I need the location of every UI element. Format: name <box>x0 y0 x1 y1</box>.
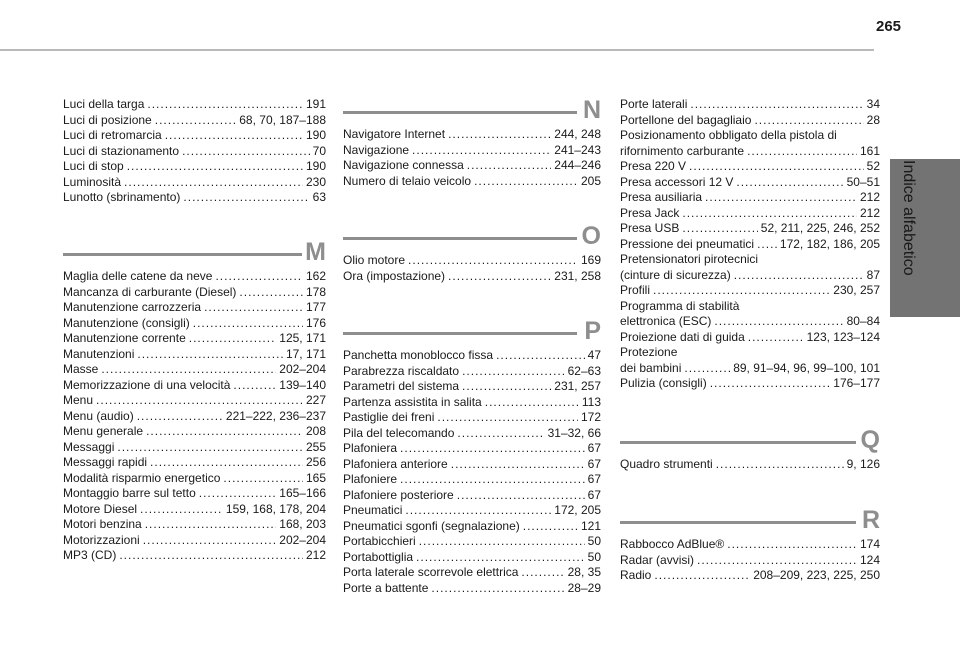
dot-leader <box>523 519 578 535</box>
dot-leader <box>654 568 750 584</box>
section-letter: R <box>861 506 880 534</box>
section-letter: M <box>305 238 326 266</box>
index-entry <box>343 534 601 550</box>
section-rule <box>343 237 577 240</box>
entry-term: Luci di stazionamento <box>63 143 180 158</box>
index-entry: Presa ausiliaria ..... 212 <box>620 190 880 206</box>
dot-leader <box>140 502 223 518</box>
dot-leader <box>223 471 303 487</box>
dot-leader <box>199 486 277 502</box>
entry-term: Menu (audio) <box>63 408 134 423</box>
entry-pages: 177 <box>305 300 326 314</box>
index-entry: Pulizia (consigli) ..... 176–177 <box>620 376 880 392</box>
index-entry <box>343 379 601 395</box>
index-entry <box>343 472 601 488</box>
entry-pages: 202–204 <box>279 362 326 376</box>
dot-leader <box>182 144 310 160</box>
entry-term: Montaggio barre sul tetto <box>63 486 196 500</box>
entry-term: Olio motore <box>343 253 406 267</box>
dot-leader <box>408 253 578 269</box>
dot-leader <box>155 113 237 129</box>
entry-term: Plafoniere posteriore <box>343 487 454 502</box>
p-continuation <box>620 97 880 392</box>
index-entry <box>343 488 601 504</box>
entry-pages: 176 <box>305 315 326 330</box>
dot-leader <box>137 347 283 363</box>
index-entry: (cinture di sicurezza) ..... 87 <box>620 268 880 284</box>
entry-term: Memorizzazione di una velocità <box>63 377 231 392</box>
section-rule <box>343 111 577 114</box>
dot-leader <box>496 348 585 364</box>
index-entry <box>63 440 326 456</box>
section-header <box>343 223 601 253</box>
entry-pages: 125, 171 <box>279 331 326 345</box>
index-entry <box>343 158 601 174</box>
dot-leader <box>204 300 303 316</box>
index-entry <box>63 409 326 425</box>
page-number: 265 <box>876 18 902 35</box>
index-column-3 <box>620 97 880 637</box>
dot-leader <box>101 362 276 378</box>
dot-leader <box>233 378 276 394</box>
section-m <box>63 239 326 564</box>
index-entry: Presa 220 V ..... 52 <box>620 159 880 175</box>
entry-pages: 165–166 <box>279 486 326 500</box>
index-entry-first-line: Pretensionatori pirotecnici <box>620 252 759 266</box>
dot-leader <box>697 553 857 569</box>
section-n <box>343 97 601 189</box>
dot-leader <box>448 127 551 143</box>
index-entry <box>63 362 326 378</box>
entry-term: Parametri del sistema <box>343 379 460 393</box>
index-entry-first-line: Protezione <box>620 345 678 359</box>
index-entry <box>63 486 326 502</box>
entry-pages: 208 <box>305 424 326 438</box>
entry-term: Radar (avvisi) <box>620 552 695 567</box>
entry-term: Manutenzioni <box>63 346 135 361</box>
entry-term: Modalità risparmio energetico <box>63 470 221 485</box>
entry-pages: 190 <box>305 128 326 142</box>
section-header <box>620 427 880 457</box>
entry-term: Manutenzione corrente <box>63 331 186 345</box>
entry-pages: 230 <box>305 174 326 189</box>
entry-pages: 244, 248 <box>554 127 601 141</box>
entry-term: Motori benzina <box>63 517 142 531</box>
entry-term: Manutenzione (consigli) <box>63 315 190 330</box>
entry-term: Radio <box>620 568 652 582</box>
dot-leader <box>431 581 564 597</box>
section-r <box>620 507 880 584</box>
index-entry <box>63 159 326 175</box>
entry-term: Portabicchieri <box>343 534 416 548</box>
dot-leader <box>400 441 585 457</box>
entry-pages: 221–222, 236–237 <box>225 408 326 423</box>
index-entry <box>63 97 326 113</box>
entry-pages: 172, 205 <box>554 503 601 517</box>
index-entry <box>343 143 601 159</box>
dot-leader <box>165 128 303 144</box>
index-entry <box>63 175 326 191</box>
section-rule <box>620 441 856 444</box>
entry-pages: 9, 126 <box>846 457 880 471</box>
dot-leader <box>193 316 303 332</box>
entry-pages: 50 <box>587 534 601 548</box>
entry-pages: 63 <box>312 190 326 204</box>
dot-leader <box>457 426 544 442</box>
index-entry: Presa Jack ..... 212 <box>620 206 880 222</box>
dot-leader <box>117 440 303 456</box>
side-tab-label: Indice alfabetico <box>900 160 917 276</box>
dot-leader <box>137 409 223 425</box>
dot-leader <box>416 550 585 566</box>
index-entry <box>343 581 601 597</box>
entry-term: Menu <box>63 393 94 407</box>
index-entry: Proiezione dati di guida ..... 123, 123–124 <box>620 330 880 346</box>
index-entry <box>63 471 326 487</box>
index-entry <box>63 128 326 144</box>
index-entry <box>343 364 601 380</box>
section-letter: Q <box>860 426 880 454</box>
entry-term: Panchetta monoblocco fissa <box>343 348 494 362</box>
entry-pages: 255 <box>305 439 326 454</box>
entry-pages: 174 <box>859 537 880 551</box>
entry-pages: 50 <box>587 549 601 564</box>
entry-pages: 244–246 <box>554 158 601 172</box>
entry-term: Porta laterale scorrevole elettrica <box>343 565 519 579</box>
entry-pages: 139–140 <box>279 377 326 392</box>
index-column-1 <box>63 97 326 637</box>
entry-pages: 68, 70, 187–188 <box>239 112 326 127</box>
dot-leader <box>462 379 551 395</box>
entry-pages: 231, 258 <box>554 268 601 283</box>
index-entry: Profili ..... 230, 257 <box>620 283 880 299</box>
entry-pages: 121 <box>580 518 601 533</box>
index-entry <box>63 517 326 533</box>
index-entry <box>63 533 326 549</box>
index-entry <box>343 519 601 535</box>
index-entry <box>63 144 326 160</box>
index-entry-first-line: Programma di stabilità <box>620 298 740 313</box>
l-continuation <box>63 97 326 206</box>
section-header <box>620 507 880 537</box>
section-header <box>343 318 601 348</box>
index-entry <box>343 457 601 473</box>
index-entry <box>343 410 601 426</box>
dot-leader <box>124 175 303 191</box>
index-entry <box>343 503 601 519</box>
dot-leader <box>457 488 585 504</box>
entry-term: Porte a battente <box>343 580 429 595</box>
entry-pages: 67 <box>587 487 601 502</box>
index-entry <box>63 378 326 394</box>
entry-term: Maglia delle catene da neve <box>63 269 213 283</box>
dot-leader <box>437 410 578 426</box>
index-entry <box>63 393 326 409</box>
entry-term: Partenza assistita in salita <box>343 394 482 409</box>
entry-pages: 28, 35 <box>567 565 601 579</box>
entry-pages: 231, 257 <box>554 379 601 393</box>
index-entry <box>343 565 601 581</box>
dot-leader <box>150 455 303 471</box>
index-entry: dei bambini ..... 89, 91–94, 96, 99–100, 101 <box>620 361 880 377</box>
index-entry <box>620 553 880 569</box>
entry-term: Plafoniere <box>343 472 398 486</box>
entry-pages: 28–29 <box>567 580 601 595</box>
index-entry <box>343 348 601 364</box>
index-entry: Presa USB ..... 52, 211, 225, 246, 252 <box>620 221 880 237</box>
entry-term: Parabrezza riscaldato <box>343 363 460 378</box>
index-entry <box>620 568 880 584</box>
dot-leader <box>462 364 565 380</box>
entry-pages: 256 <box>305 455 326 469</box>
index-entry <box>343 127 601 143</box>
index-entry <box>63 424 326 440</box>
entry-term: Navigatore Internet <box>343 127 446 141</box>
index-entry <box>63 285 326 301</box>
index-entry <box>63 347 326 363</box>
dot-leader <box>143 533 277 549</box>
entry-term: Navigazione connessa <box>343 158 464 172</box>
index-column-2 <box>343 97 601 637</box>
entry-pages: 241–243 <box>554 142 601 157</box>
index-entry <box>343 441 601 457</box>
dot-leader <box>96 393 303 409</box>
dot-leader <box>521 565 564 581</box>
index-entry <box>63 316 326 332</box>
entry-term: Rabbocco AdBlue® <box>620 537 725 551</box>
entry-term: Numero di telaio veicolo <box>343 173 472 188</box>
index-entry <box>343 395 601 411</box>
index-entry: Pressione dei pneumatici ..... 172, 182, 186, 205 <box>620 237 880 253</box>
entry-pages: 190 <box>305 159 326 173</box>
entry-pages: 212 <box>305 548 326 562</box>
entry-pages: 178 <box>305 284 326 299</box>
index-entry: Presa accessori 12 V ..... 50–51 <box>620 175 880 191</box>
dot-leader <box>467 158 552 174</box>
index-entry <box>63 190 326 206</box>
entry-pages: 113 <box>581 394 601 409</box>
section-o <box>343 223 601 284</box>
dot-leader <box>146 424 303 440</box>
entry-pages: 124 <box>859 552 880 567</box>
dot-leader <box>448 269 551 285</box>
dot-leader <box>405 503 551 519</box>
index-entry <box>620 457 880 473</box>
entry-term: MP3 (CD) <box>63 548 117 562</box>
index-entry <box>343 426 601 442</box>
entry-pages: 205 <box>580 173 601 188</box>
entry-term: Messaggi rapidi <box>63 455 148 469</box>
dot-leader <box>400 472 585 488</box>
entry-term: Navigazione <box>343 142 410 157</box>
entry-term: Portabottiglia <box>343 549 414 564</box>
section-letter: N <box>582 96 601 124</box>
entry-term: Lunotto (sbrinamento) <box>63 190 181 204</box>
entry-term: Luci di retromarcia <box>63 128 162 142</box>
entry-term: Luci di stop <box>63 159 124 173</box>
entry-term: Plafoniera <box>343 441 398 455</box>
entry-term: Manutenzione carrozzeria <box>63 300 202 314</box>
entry-term: Plafoniera anteriore <box>343 456 448 471</box>
entry-term: Pastiglie dei freni <box>343 410 435 424</box>
entry-term: Quadro strumenti <box>620 457 713 471</box>
entry-pages: 67 <box>587 441 601 455</box>
section-header <box>343 97 601 127</box>
entry-term: Luci della targa <box>63 97 145 111</box>
entry-term: Masse <box>63 362 99 376</box>
index-entry <box>343 550 601 566</box>
entry-term: Motore Diesel <box>63 501 138 516</box>
index-entry <box>63 269 326 285</box>
index-entry: rifornimento carburante ..... 161 <box>620 144 880 160</box>
entry-pages: 165 <box>305 470 326 485</box>
section-letter: O <box>581 222 601 250</box>
dot-leader <box>145 517 277 533</box>
index-entry <box>343 269 601 285</box>
dot-leader <box>215 269 303 285</box>
index-entry <box>63 455 326 471</box>
entry-pages: 159, 168, 178, 204 <box>225 501 326 516</box>
entry-pages: 208–209, 223, 225, 250 <box>753 568 880 582</box>
entry-pages: 31–32, 66 <box>547 425 601 440</box>
dot-leader <box>727 537 857 553</box>
section-letter: P <box>584 317 601 345</box>
index-entry <box>63 331 326 347</box>
entry-pages: 202–204 <box>279 532 326 547</box>
index-entry-first-line: Posizionamento obbligato della pistola di <box>620 128 837 142</box>
index-entry <box>343 174 601 190</box>
dot-leader <box>183 190 309 206</box>
entry-term: Luci di posizione <box>63 112 152 127</box>
entry-pages: 62–63 <box>567 363 601 378</box>
index-entry <box>343 253 601 269</box>
dot-leader <box>189 331 277 347</box>
dot-leader <box>239 285 303 301</box>
entry-pages: 162 <box>305 269 326 283</box>
entry-term: Motorizzazioni <box>63 532 140 547</box>
dot-leader <box>716 457 844 473</box>
entry-pages: 47 <box>587 348 601 362</box>
dot-leader <box>485 395 579 411</box>
section-rule <box>620 521 856 524</box>
entry-pages: 70 <box>312 143 326 158</box>
index-entry <box>63 548 326 564</box>
entry-term: Ora (impostazione) <box>343 268 446 283</box>
entry-term: Luminosità <box>63 174 122 189</box>
dot-leader <box>127 159 303 175</box>
entry-pages: 67 <box>587 472 601 486</box>
dot-leader <box>451 457 585 473</box>
dot-leader <box>147 97 303 113</box>
dot-leader <box>419 534 585 550</box>
section-rule <box>343 332 577 335</box>
index-entry <box>63 502 326 518</box>
index-entry: Porte laterali ..... 34 <box>620 97 880 113</box>
index-entry <box>620 537 880 553</box>
entry-pages: 172 <box>580 410 601 424</box>
section-q <box>620 427 880 473</box>
entry-term: Messaggi <box>63 439 115 454</box>
index-entry: Portellone del bagagliaio ..... 28 <box>620 113 880 129</box>
entry-term: Mancanza di carburante (Diesel) <box>63 284 237 299</box>
entry-pages: 169 <box>580 253 601 267</box>
entry-term: Pneumatici sgonfi (segnalazione) <box>343 518 520 533</box>
entry-pages: 191 <box>305 97 326 111</box>
dot-leader <box>119 548 303 564</box>
entry-term: Menu generale <box>63 424 144 438</box>
entry-pages: 168, 203 <box>279 517 326 531</box>
dot-leader <box>474 174 578 190</box>
index-entry <box>63 113 326 129</box>
section-rule <box>63 253 302 256</box>
index-entry: elettronica (ESC) ..... 80–84 <box>620 314 880 330</box>
section-p <box>343 318 601 596</box>
entry-term: Pila del telecomando <box>343 425 455 440</box>
entry-pages: 17, 171 <box>285 346 326 361</box>
index-entry <box>63 300 326 316</box>
header-rule <box>0 49 874 51</box>
dot-leader <box>412 143 551 159</box>
entry-pages: 227 <box>305 393 326 407</box>
entry-pages: 67 <box>587 456 601 471</box>
section-header <box>63 239 326 269</box>
entry-term: Pneumatici <box>343 503 403 517</box>
